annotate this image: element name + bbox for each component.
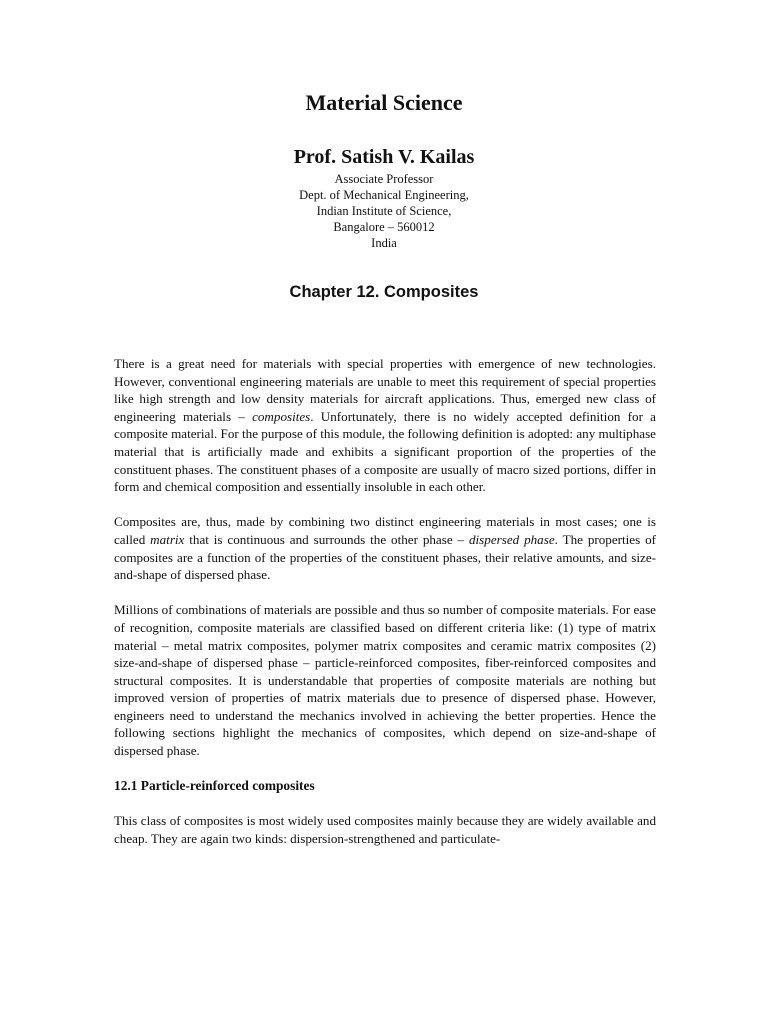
- document-title: Material Science: [305, 90, 463, 115]
- affiliation-city: Bangalore – 560012: [333, 220, 435, 234]
- author-affiliation: [0, 171, 768, 251]
- paragraph-definition-text-e: . The properties of composites are a function of the properties of the constituent phases, their relative amounts, and size-and-shape of dispersed phase.: [114, 531, 656, 583]
- paragraph-intro-text-a: There is a great need for materials with special properties with emergence of new technologies. However, conventional engineering materials are unable to meet this requirement of special properties like high strength and low density materials for aircraft applications. Thus, emerged new class of engineering materials –: [114, 356, 656, 424]
- affiliation-institute: Indian Institute of Science,: [316, 204, 452, 218]
- body-text: [114, 355, 656, 865]
- paragraph-definition-dispersed: dispersed phase: [469, 531, 555, 547]
- chapter-title: Chapter 12. Composites: [289, 283, 479, 301]
- author-name: Prof. Satish V. Kailas: [293, 146, 475, 168]
- affiliation-department: Dept. of Mechanical Engineering,: [299, 188, 469, 202]
- section-heading: 12.1 Particle-reinforced composites: [114, 778, 315, 794]
- paragraph-classification: Millions of combinations of materials are possible and thus so number of composite materials. For ease of recognition, composite materials are classified based on different criteria like: (1) type of matrix material – metal matrix composites, polymer matrix composites and ceramic matrix composites (2) size-and-shape of dispersed phase – particle-reinforced composites, fiber-reinforced composites and structural composites. It is understandable that properties of composite materials are nothing but improved version of properties of matrix materials due to presence of dispersed phase. However, engineers need to understand the mechanics involved in achieving the better properties. Hence the following sections highlight the mechanics of composites, which depend on size-and-shape of dispersed phase.: [114, 602, 656, 759]
- affiliation-position: Associate Professor: [334, 172, 434, 186]
- paragraph-definition-text-c: that is continuous and surrounds the other phase –: [184, 531, 469, 547]
- paragraph-intro-text-c: . Unfortunately, there is no widely accepted definition for a composite material. For the purpose of this module, the following definition is adopted: any multiphase material that is artificially made and exhibits a significant proportion of the properties of the constituent phases. The constituent phases of a composite are usually of macro sized portions, differ in form and chemical composition and essentially insoluble in each other.: [114, 408, 656, 495]
- paragraph-definition-matrix: matrix: [150, 531, 185, 547]
- paragraph-intro-emphasis: composites: [252, 408, 311, 424]
- affiliation-country: India: [371, 236, 397, 250]
- paragraph-definition-text-a: Composites are, thus, made by combining two distinct engineering materials in most cases; one is called: [114, 514, 656, 547]
- paragraph-intro: [114, 355, 656, 496]
- paragraph-particle-reinforced: This class of composites is most widely used composites mainly because they are widely available and cheap. They are again two kinds: dispersion-strengthened and particulate-: [114, 813, 656, 847]
- paragraph-definition: [114, 513, 656, 583]
